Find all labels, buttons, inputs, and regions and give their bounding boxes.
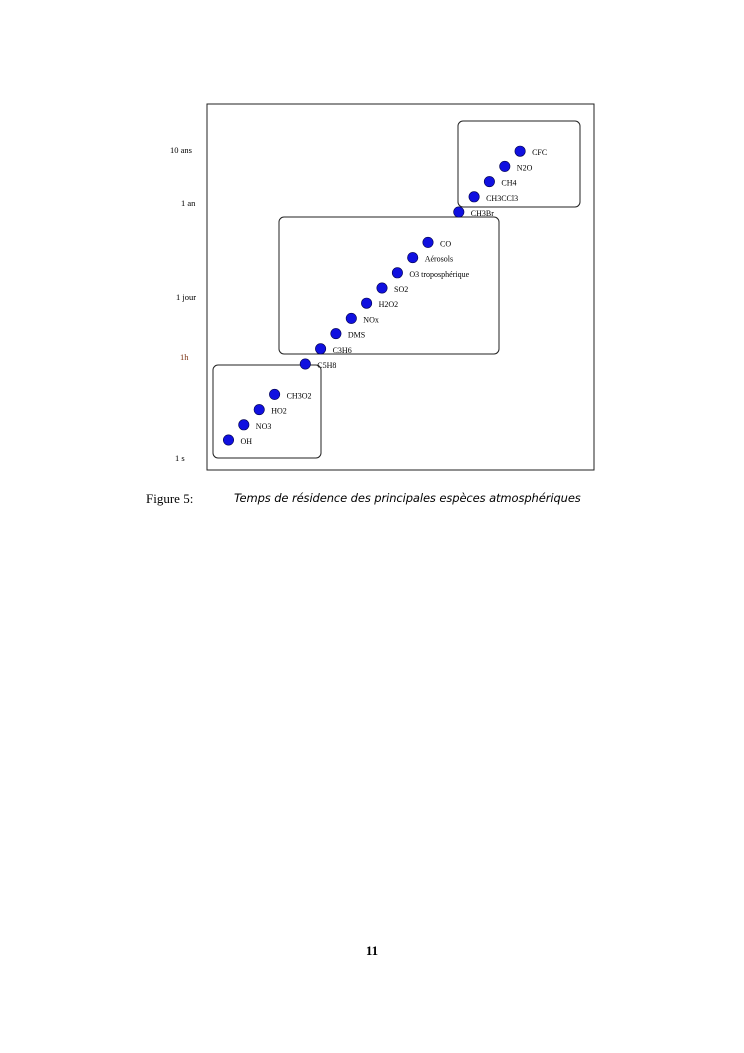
data-point-label: NO3 (255, 421, 272, 431)
data-point-label: SO2 (394, 285, 409, 294)
data-point-group-medium (331, 328, 341, 338)
data-point-group-long (469, 192, 479, 202)
data-point-group-medium (300, 359, 310, 369)
y-tick-label: 1 s (175, 453, 185, 463)
residence-time-figure (0, 0, 744, 520)
y-axis-tick-labels (170, 145, 196, 463)
data-point-label: CH3O2 (286, 391, 312, 401)
data-point-group-short (269, 389, 279, 399)
data-point-label: Aérosols (424, 254, 454, 264)
data-point-group-medium (392, 268, 402, 278)
data-point-group-long (454, 207, 464, 217)
data-point-group-medium (408, 252, 418, 262)
data-point-group-medium (377, 283, 387, 293)
data-point-label: H2O2 (378, 300, 399, 310)
data-point-label: C5H8 (317, 361, 337, 370)
y-tick-label: 10 ans (170, 145, 192, 155)
data-point-group-short (223, 435, 233, 445)
data-point-label: CH3CCl3 (486, 193, 519, 203)
y-tick-label: 1h (180, 352, 189, 362)
data-point-group-short (254, 404, 264, 414)
data-point-label: CFC (532, 148, 548, 158)
group-medium-box (279, 217, 499, 354)
data-point-label: C3H6 (332, 345, 352, 355)
data-point-label: HO2 (271, 406, 287, 416)
figure-caption-label: Figure 5: (146, 491, 194, 506)
data-point-label: O3 troposphérique (409, 269, 470, 279)
data-point-group-medium (423, 237, 433, 247)
data-point-group-long (515, 146, 525, 156)
data-point-group-long (500, 161, 510, 171)
data-point-label: OH (240, 437, 253, 446)
data-point-label: CH3Br (470, 209, 494, 218)
data-point-label: N2O (516, 163, 533, 173)
data-point-group-medium (361, 298, 371, 308)
data-point-group-short (239, 420, 249, 430)
figure-caption-text: Temps de résidence des principales espèces atmosphériques (234, 491, 581, 505)
data-point-group-medium (315, 344, 325, 354)
data-point-group-medium (346, 313, 356, 323)
data-point-label: CH4 (501, 178, 517, 188)
data-point-label: DMS (347, 330, 366, 340)
data-point-group-long (484, 176, 494, 186)
page-number: 11 (365, 943, 379, 958)
y-tick-label: 1 an (181, 198, 196, 208)
data-point-label: NOx (363, 315, 379, 325)
data-point-label: CO (440, 239, 452, 249)
y-tick-label: 1 jour (176, 292, 197, 302)
